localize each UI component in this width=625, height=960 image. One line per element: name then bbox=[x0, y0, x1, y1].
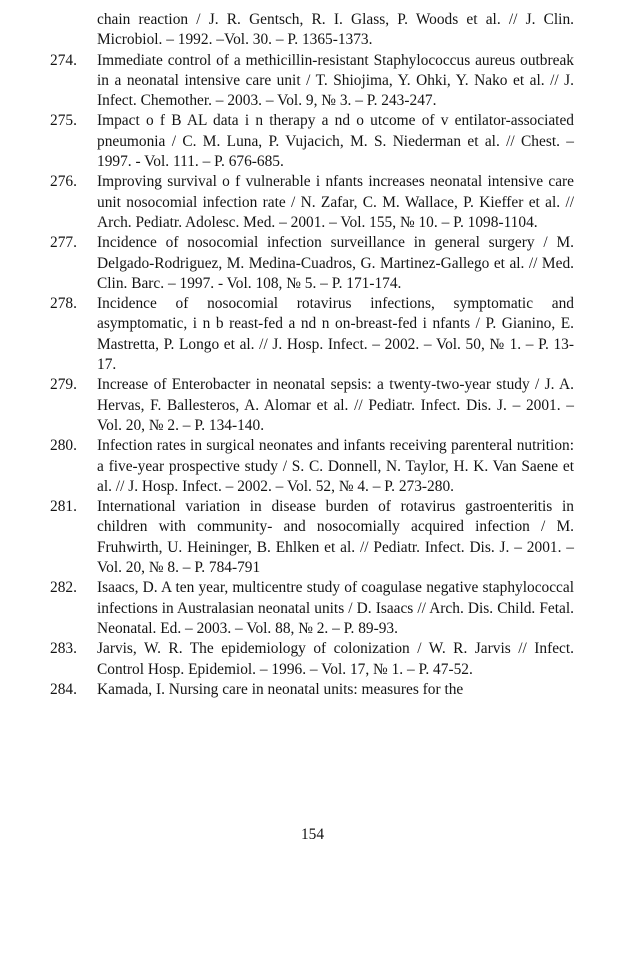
reference-item bbox=[50, 51, 574, 112]
reference-item bbox=[50, 375, 574, 436]
reference-text: Jarvis, W. R. The epidemiology of colonization / W. R. Jarvis // Infect. Control Hosp. Epidemiol. – 1996. – Vol. 17, № 1. – P. 47-52. bbox=[97, 640, 574, 678]
reference-text: Isaacs, D. A ten year, multicentre study of coagulase negative staphylococcal infections in Australasian neonatal units / D. Isaacs // Arch. Dis. Child. Fetal. Neonatal. Ed. – 2003. – Vol. 88, № 2. – P. 89-93. bbox=[97, 579, 574, 637]
reference-number: 275. bbox=[50, 112, 77, 130]
reference-item bbox=[50, 639, 574, 680]
reference-text: Infection rates in surgical neonates and infants receiving parenteral nutrition: a five-year prospective study / S. C. Donnell, N. Taylor, H. K. Van Saene et al. // J. Hosp. Infect. – 2002. – Vol. 52, № 4. – P. 273-280. bbox=[97, 437, 574, 495]
reference-item bbox=[50, 680, 574, 700]
reference-item bbox=[50, 436, 574, 497]
reference-item bbox=[50, 172, 574, 233]
reference-item bbox=[50, 111, 574, 172]
reference-item bbox=[50, 578, 574, 639]
reference-number: 276. bbox=[50, 173, 77, 191]
page-number: 154 bbox=[300, 826, 325, 843]
reference-number: 278. bbox=[50, 295, 77, 313]
reference-item bbox=[50, 497, 574, 578]
reference-number: 284. bbox=[50, 680, 77, 698]
reference-text: Impact o f B AL data i n therapy a nd o utcome of v entilator-associated pneumonia / C. M. Luna, P. Vujacich, M. S. Niederman et al. // Chest. – 1997. - Vol. 111. – P. 676-685. bbox=[97, 112, 574, 171]
reference-text: Incidence of nosocomial infection surveillance in general surgery / M. Delgado-Rodriguez, M. Medina-Cuadros, G. Martinez-Gallego et al. // Med. Clin. Barc. – 1997. - Vol. 108, № 5. – P. 171-174. bbox=[97, 234, 574, 292]
reference-number: 279. bbox=[50, 376, 77, 394]
reference-number: 277. bbox=[50, 234, 77, 252]
reference-item bbox=[50, 10, 574, 51]
reference-text: Incidence of nosocomial rotavirus infections, symptomatic and asymptomatic, i n b reast-fed a nd n on-breast-fed i nfants / P. Gianino, E. Mastretta, P. Longo et al. // J. Hosp. Infect. – 2002. – Vol. 50, № 1. – P. 13-17. bbox=[97, 295, 574, 374]
reference-number: 282. bbox=[50, 579, 77, 597]
reference-item bbox=[50, 294, 574, 375]
reference-item bbox=[50, 233, 574, 294]
reference-text: International variation in disease burden of rotavirus gastroenteritis in children with community- and nosocomially acquired infection / M. Fruhwirth, U. Heininger, B. Ehlken et al. // Pediatr. Infect. Dis. J. – 2001. – Vol. 20, № 8. – P. 784-791 bbox=[97, 498, 574, 577]
reference-number: 280. bbox=[50, 437, 77, 455]
reference-number: 281. bbox=[50, 498, 77, 516]
reference-text: Improving survival o f vulnerable i nfants increases neonatal intensive care unit nosocomial infection rate / N. Zafar, C. M. Wallace, P. Kieffer et al. // Arch. Pediatr. Adolesc. Med. – 2001. – Vol. 155, № 10. – P. 1098-1104. bbox=[97, 173, 574, 231]
reference-list bbox=[50, 10, 574, 700]
reference-text: Increase of Enterobacter in neonatal sepsis: a twenty-two-year study / J. A. Hervas, F. Ballesteros, A. Alomar et al. // Pediatr. Infect. Dis. J. – 2001. – Vol. 20, № 2. – P. 134-140. bbox=[97, 376, 574, 434]
reference-number: 283. bbox=[50, 640, 77, 658]
reference-number: 274. bbox=[50, 51, 77, 69]
reference-text: Kamada, I. Nursing care in neonatal units: measures for the bbox=[97, 680, 464, 698]
reference-text: Immediate control of a methicillin-resistant Staphylococcus aureus outbreak in a neonatal intensive care unit / T. Shiojima, Y. Ohki, Y. Nako et al. // J. Infect. Chemother. – 2003. – Vol. 9, № 3. – P. 243-247. bbox=[97, 51, 574, 110]
reference-text: chain reaction / J. R. Gentsch, R. I. Glass, P. Woods et al. // J. Clin. Microbiol. – 1992. –Vol. 30. – P. 1365-1373. bbox=[97, 11, 574, 49]
